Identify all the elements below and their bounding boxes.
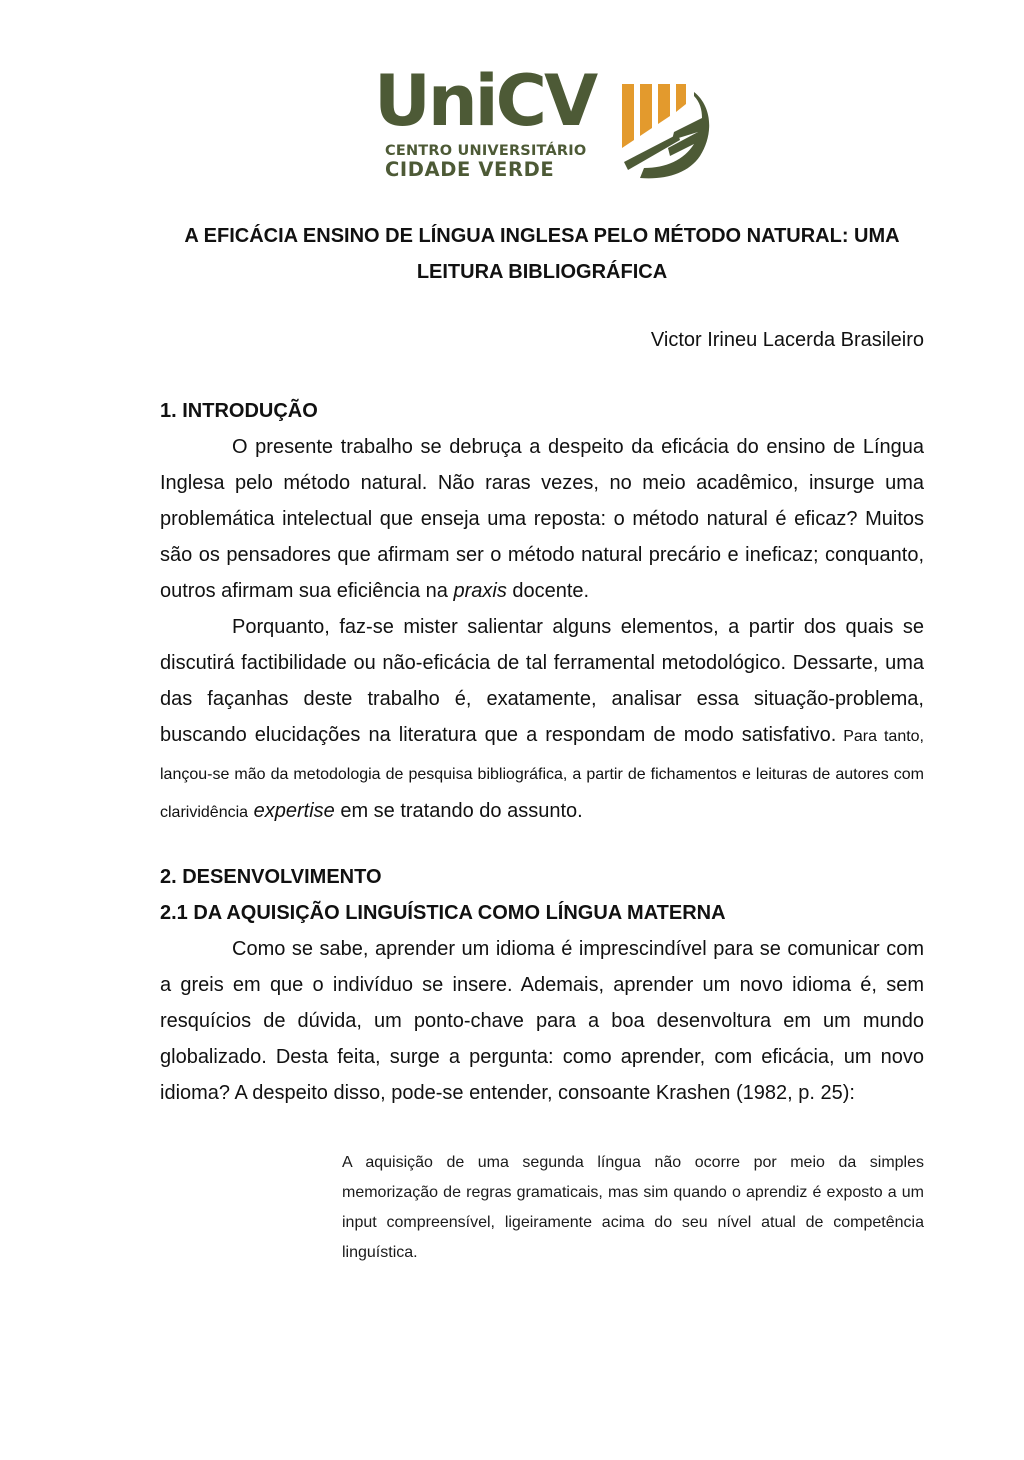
paragraph-text: em se tratando do assunto. — [334, 800, 583, 822]
logo-line-1: CENTRO UNIVERSITÁRIO — [385, 143, 587, 159]
section-heading-introduction: 1. INTRODUÇÃO — [160, 400, 318, 422]
title-line-2: LEITURA BIBLIOGRÁFICA — [416, 261, 668, 283]
document-title — [160, 218, 924, 290]
paragraph — [160, 609, 924, 831]
paragraph-small-text: Para tanto, lançou-se mão da metodologia de pesquisa bibliográfica, a partir de fichamentos e leituras de autores com clarividência — [160, 728, 925, 821]
emphasis-text: expertise — [248, 800, 335, 822]
leaf-icon — [614, 82, 714, 180]
paragraph-text: Porquanto, faz-se mister salientar alguns elementos, a partir dos quais se discutirá factibilidade ou não-eficácia de tal ferramental metodológico. Dessarte, uma das façanhas deste trabalho é, exatamente, analisar essa situação-problema, buscando elucidações na literatura que a respondam de modo satisfativo. — [160, 616, 924, 746]
unicv-logo — [372, 60, 717, 182]
paragraph-text: O presente trabalho se debruça a despeito da eficácia do ensino de Língua Inglesa pelo método natural. Não raras vezes, no meio acadêmico, insurge uma problemática intelectual que enseja uma reposta: o método natural é eficaz? Muitos são os pensadores que afirmam ser o método natural precário e ineficaz; conquanto, outros afirmam sua eficiência na — [160, 436, 924, 602]
block-quote: A aquisição de uma segunda língua não ocorre por meio da simples memorização de regras gramaticais, mas sim quando o aprendiz é exposto a um input compreensível, ligeiramente acima do seu nível atual de competência linguística. — [342, 1154, 924, 1261]
introduction-body — [160, 429, 924, 831]
paragraph — [160, 429, 924, 609]
subsection-heading: 2.1 DA AQUISIÇÃO LINGUÍSTICA COMO LÍNGUA MATERNA — [160, 902, 726, 924]
title-line-1: A EFICÁCIA ENSINO DE LÍNGUA INGLESA PELO MÉTODO NATURAL: UMA — [184, 225, 900, 247]
author-name: Victor Irineu Lacerda Brasileiro — [650, 329, 924, 351]
logo-wordmark: UniCV — [374, 60, 596, 142]
paragraph: Como se sabe, aprender um idioma é imprescindível para se comunicar com a greis em que o indivíduo se insere. Ademais, aprender um novo idioma é, sem resquícios de dúvida, um ponto-chave para a boa desenvoltura em um mundo globalizado. Desta feita, surge a pergunta: como aprender, com eficácia, um novo idioma? A despeito disso, pode-se entender, consoante Krashen (1982, p. 25): — [160, 938, 924, 1104]
section-heading-development: 2. DESENVOLVIMENTO — [160, 866, 382, 888]
logo-line-2: CIDADE VERDE — [385, 158, 555, 181]
development-body — [160, 931, 924, 1111]
paragraph-text: docente. — [506, 580, 590, 602]
emphasis-text: praxis — [453, 580, 507, 602]
